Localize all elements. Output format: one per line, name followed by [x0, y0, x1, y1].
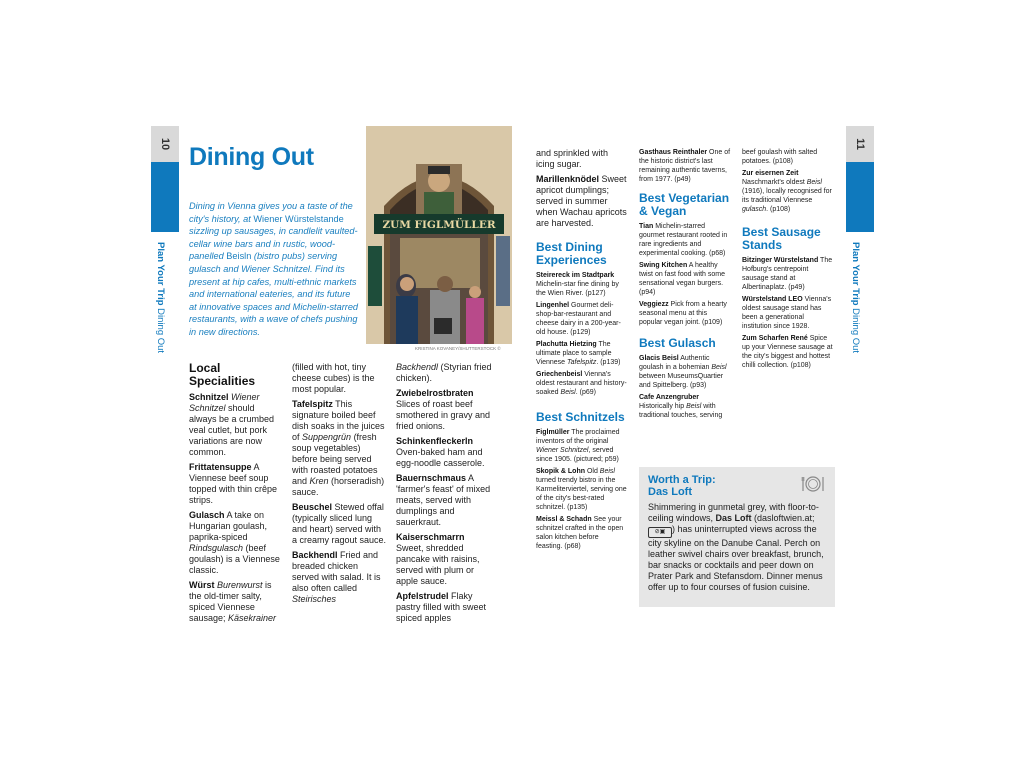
transit-icons: ⊘▣ [648, 527, 672, 538]
entry-gulasch: Gulasch A take on Hungarian goulash, paprika-spiced Rindsgulasch (beef goulash) is a Viennese classic. [189, 510, 280, 575]
best-dining-list [536, 271, 627, 397]
best-schnitzels-list [536, 428, 627, 551]
local-specialities-column-3 [396, 362, 492, 628]
entry-frittatensuppe: Frittatensuppe A Viennese beef soup topped with thin crêpe strips. [189, 462, 278, 505]
section-color-bar [151, 162, 179, 232]
entry-lingenhel: Lingenhel Gourmet deli-shop-bar-restaurant and cheese dairy in a 200-year-old house. (p129) [536, 302, 621, 336]
best-gulasch-heading: Best Gulasch [639, 336, 716, 350]
page-title: Dining Out [189, 143, 314, 171]
best-gulasch-list [639, 354, 731, 420]
entry-marillenknoedel: Marillenknödel Sweet apricot dumplings; served in summer when Wachau apricots are harvested. [536, 174, 627, 228]
page-number: 11 [846, 126, 874, 162]
left-page-tab [151, 126, 179, 354]
entry-bitzinger: Bitzinger Würstelstand The Hofburg's centrepoint sausage stand at Albertinaplatz. (p49) [742, 257, 833, 291]
best-vegetarian-heading: Best Vegetarian & Vegan [639, 191, 730, 218]
entry-zum-scharfen-rene: Zum Scharfen René Spice up your Viennese sausage at the city's biggest and hottest chilli collection. (p108) [742, 335, 833, 369]
entry-cafe-anzengruber: Cafe Anzengruber Historically hip Beisl with traditional touches, serving [639, 394, 723, 419]
entry-bauernschmaus: Bauernschmaus A 'farmer's feast' of mixed meats, served with dumplings and sauerkraut. [396, 473, 491, 527]
best-dining-heading: Best Dining Experiences [536, 240, 607, 267]
entry-swing-kitchen: Swing Kitchen A healthy twist on fast food with some sensational vegan burgers. (p94) [639, 262, 725, 296]
entry-apfelstrudel-continued: and sprinkled with icing sugar. [536, 148, 609, 169]
worth-a-trip-text: Shimmering in gunmetal grey, with floor-to-ceiling windows, Das Loft (dasloftwien.at; ⊘▣ ) has uninterrupted views across the city skyline on the Danube Canal. Perch on leather swivel chairs over breakfast, brunch, bar snacks or cocktails and peer down on Prater Park and Stefansdom. Dinner menus offer up to four courses of fusion cuisine. [648, 502, 824, 592]
column-4 [536, 148, 627, 554]
local-specialities-column-2 [292, 362, 387, 609]
entry-wurst: Würst Burenwurst is the old-timer salty, spiced Viennese sausage; Käsekrainer [189, 580, 277, 623]
entry-apfelstrudel: Apfelstrudel Flaky pastry filled with sweet spiced apples [396, 591, 487, 623]
running-head: Plan Your Trip Dining Out [850, 242, 861, 354]
right-page-tab [846, 126, 874, 354]
entry-backhendl-continued: Backhendl (Styrian fried chicken). [396, 362, 492, 383]
photo-credit: KRISTINA KOVANEY/SHUTTERSTOCK © [415, 346, 501, 351]
entry-steirereck: Steirereck im Stadtpark Michelin-star fine dining by the Wien River. (p127) [536, 272, 619, 297]
entry-wurst-continued: (filled with hot, tiny cheese cubes) is the most popular. [292, 362, 375, 394]
worth-a-trip-heading: Worth a Trip: Das Loft [648, 474, 716, 498]
entry-kaiserschmarrn: Kaiserschmarrn Sweet, shredded pancake with raisins, served with plum or apple sauce. [396, 532, 480, 586]
entry-beuschel: Beuschel Stewed offal (typically sliced lung and heart) served with a creamy ragout sauce. [292, 502, 387, 545]
page-number: 10 [151, 126, 179, 162]
column-5 [639, 148, 731, 423]
column-6 [742, 148, 835, 373]
entry-skopik-lohn: Skopik & Lohn Old Beisl turned trendy bistro in the Karmeliterviertel, serving one of the city's best-rated schnitzel. (p135) [536, 468, 627, 511]
entry-tafelspitz: Tafelspitz This signature boiled beef dish soaks in the juices of Suppengrün (fresh soup vegetables) before being served with roasted potatoes and Kren (horseradish) sauce. [292, 399, 385, 497]
best-schnitzels-heading: Best Schnitzels [536, 410, 625, 424]
entry-zwiebelrostbraten: Zwiebelrostbraten Slices of roast beef smothered in gravy and fried onions. [396, 388, 491, 431]
svg-text:ZUM FIGLMÜLLER: ZUM FIGLMÜLLER [382, 219, 496, 231]
section-heading: Local Specialities [189, 361, 256, 388]
entry-gasthaus-reinthaler: Gasthaus Reinthaler One of the historic district's last remaining authentic taverns, from 1977. (p49) [639, 149, 731, 183]
best-sausage-list [742, 256, 835, 370]
best-vegetarian-list [639, 222, 731, 327]
entry-plachutta: Plachutta Hietzing The ultimate place to sample Viennese Tafelspitz. (p139) [536, 341, 621, 366]
entry-backhendl: Backhendl Fried and breaded chicken served with salad. It is also often called Steirisches [292, 550, 381, 604]
column-6-top-list [742, 148, 835, 214]
best-sausage-heading: Best Sausage Stands [742, 225, 821, 252]
entry-wuerstelstand-leo: Würstelstand LEO Vienna's oldest sausage stand has been a generational institution since 1928. [742, 296, 832, 330]
entry-tian: Tian Michelin-starred gourmet restaurant rooted in rare ingredients and experimental cooking. (p68) [639, 223, 728, 257]
entry-schinkenfleckerln: Schinkenfleckerln Oven-baked ham and egg-noodle casserole. [396, 436, 485, 468]
restaurant-photo [366, 126, 512, 344]
entry-figlmueller: Figlmüller The proclaimed inventors of the original Wiener Schnitzel, served since 1905. (pictured; p59) [536, 429, 620, 463]
local-specialities-column-1 [189, 362, 284, 628]
entry-zur-eisernen-zeit: Zur eisernen Zeit Naschmarkt's oldest Beisl (1916), locally recognised for its traditional Viennese gulasch. (p108) [742, 170, 832, 213]
entry-cafe-anzengruber-continued: beef goulash with salted potatoes. (p108) [742, 149, 818, 165]
entry-meissl-schadn: Meissl & Schadn See your schnitzel crafted in the open salon kitchen before feasting. (p68) [536, 516, 624, 550]
column-5-top-list [639, 148, 731, 184]
figlmueller-entrance-illustration [366, 126, 512, 344]
entry-veggiezz: Veggiezz Pick from a hearty seasonal menu at this popular vegan joint. (p109) [639, 301, 727, 326]
entry-griechenbeisl: Griechenbeisl Vienna's oldest restaurant and history-soaked Beisl. (p69) [536, 371, 627, 396]
running-head: Plan Your Trip Dining Out [155, 242, 166, 354]
intro-paragraph: Dining in Vienna gives you a taste of the city's history, at Wiener Würstelstande sizzling up sausages, in candlelit vaulted-cellar wine bars and in rustic, wood-panelled Beisln (bistro pubs) serving gulasch and Wiener Schnitzel. Find its present at hip cafes, multi-ethnic markets and international eateries, and its future at innovative spaces and Michelin-starred restaurants, with a wave of chefs pushing in new directions. [189, 201, 359, 337]
worth-a-trip-box [639, 467, 835, 607]
entry-schnitzel: Schnitzel Wiener Schnitzel should always be a crumbed veal cutlet, but pork variations are now common. [189, 392, 275, 457]
section-color-bar [846, 162, 874, 232]
plate-cutlery-icon [801, 475, 825, 498]
entry-glacis-beisl: Glacis Beisl Authentic goulash in a bohemian Beisl between MuseumsQuartier and Spittelberg. (p93) [639, 355, 727, 389]
